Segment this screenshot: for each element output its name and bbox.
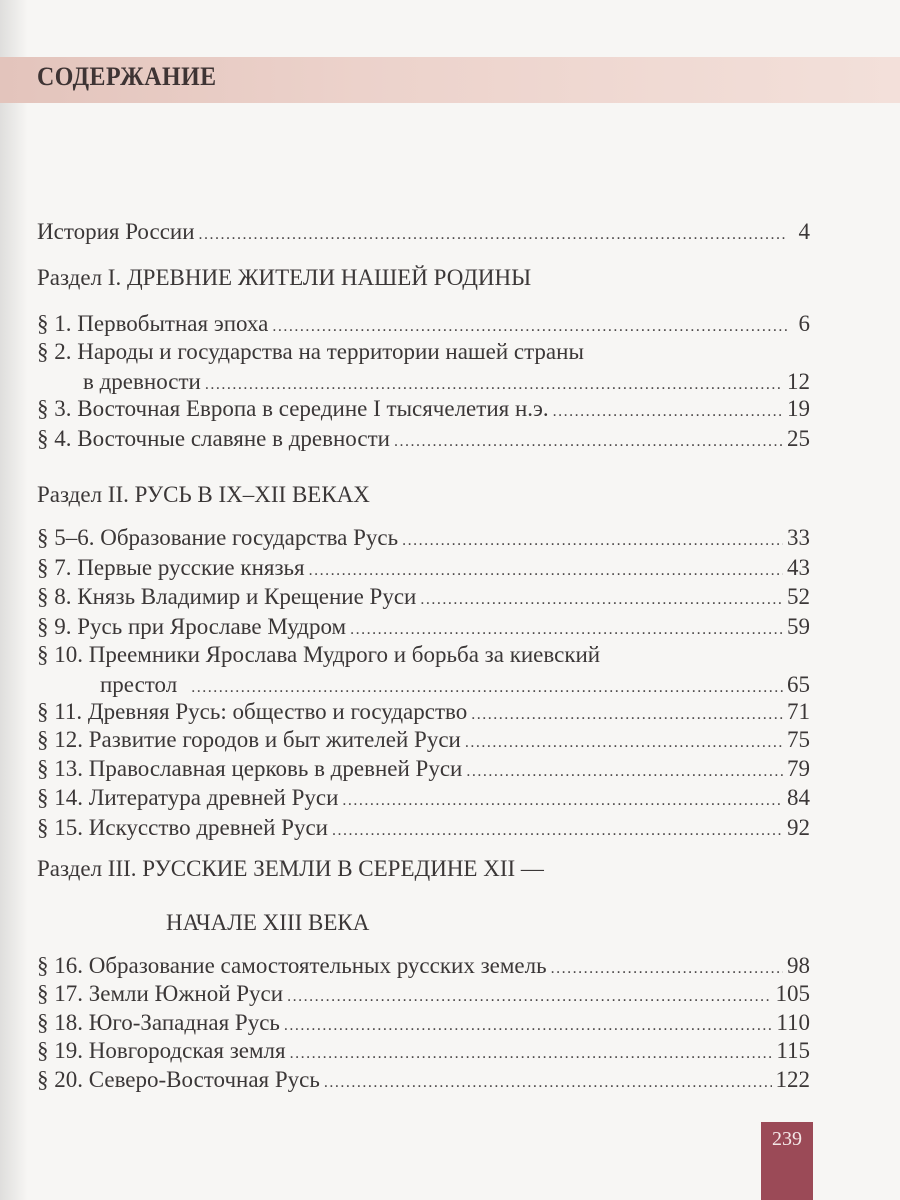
leader-dots xyxy=(342,792,783,810)
toc-entry-label: § 16. Образование самостоятельных русских земель xyxy=(37,953,547,978)
toc-entry-label[interactable]: § 2. Народы и государства на территории нашей страны xyxy=(37,339,584,364)
leader-dots xyxy=(309,562,783,580)
toc-entry-label: История России xyxy=(37,219,195,244)
toc-entry[interactable] xyxy=(37,727,810,755)
toc-entry-page: 25 xyxy=(787,426,810,451)
toc-entry[interactable] xyxy=(37,815,810,843)
toc-entry[interactable] xyxy=(37,1038,810,1066)
toc-entry-label: § 3. Восточная Европа в середине I тысячелетия н.э. xyxy=(37,396,549,421)
leader-dots xyxy=(551,960,783,978)
toc-entry-label: § 13. Православная церковь в древней Руси xyxy=(37,756,463,781)
toc-entry[interactable] xyxy=(37,584,810,612)
toc-entry-page: 105 xyxy=(775,981,810,1006)
toc-entry[interactable] xyxy=(37,426,810,454)
toc-entry[interactable] xyxy=(37,1067,810,1095)
toc-entry-continuation: в древности xyxy=(83,369,201,394)
toc-entry[interactable] xyxy=(37,614,810,642)
toc-entry[interactable] xyxy=(37,981,810,1009)
toc-entry-label: § 9. Русь при Ярославе Мудром xyxy=(37,614,347,639)
toc-entry-label: § 1. Первобытная эпоха xyxy=(37,311,269,336)
toc-entry-page: 75 xyxy=(787,727,810,752)
section-heading-2: Раздел II. РУСЬ В IX–XII ВЕКАХ xyxy=(37,482,370,507)
section-heading-3: Раздел III. РУССКИЕ ЗЕМЛИ В СЕРЕДИНЕ XII — xyxy=(37,856,544,881)
leader-dots xyxy=(284,1017,772,1035)
toc-entry[interactable] xyxy=(83,369,810,397)
leader-dots xyxy=(332,822,783,840)
toc-entry[interactable] xyxy=(100,672,810,700)
page-number-tab: 239 xyxy=(761,1122,813,1200)
toc-entry-page: 43 xyxy=(787,555,810,580)
leader-dots xyxy=(350,621,783,639)
toc-entry-page: 33 xyxy=(787,525,810,550)
toc-entry-page: 98 xyxy=(787,953,810,978)
toc-entry-intro[interactable] xyxy=(37,219,810,247)
toc-entry-label: § 14. Литература древней Руси xyxy=(37,785,339,810)
toc-entry-page: 4 xyxy=(798,219,810,244)
page-title: СОДЕРЖАНИЕ xyxy=(37,62,217,91)
toc-entry-page: 115 xyxy=(776,1038,810,1063)
toc-entry-label: § 12. Развитие городов и быт жителей Руси xyxy=(37,727,461,752)
toc-entry-page: 65 xyxy=(787,672,810,697)
leader-dots xyxy=(290,1045,773,1063)
leader-dots xyxy=(394,433,783,451)
toc-entry-label: § 11. Древняя Русь: общество и государство xyxy=(37,699,468,724)
toc-entry-page: 59 xyxy=(787,614,810,639)
leader-dots xyxy=(466,763,783,781)
toc-entry[interactable] xyxy=(37,953,810,981)
leader-dots xyxy=(205,376,783,394)
toc-entry-page: 110 xyxy=(776,1010,810,1035)
toc-entry-page: 19 xyxy=(787,396,810,421)
toc-entry-label: § 5–6. Образование государства Русь xyxy=(37,525,399,550)
toc-entry-label: § 4. Восточные славяне в древности xyxy=(37,426,390,451)
toc-entry-label: § 17. Земли Южной Руси xyxy=(37,981,284,1006)
toc-entry[interactable] xyxy=(37,525,810,553)
toc-entry-label: § 18. Юго-Западная Русь xyxy=(37,1010,280,1035)
leader-dots xyxy=(287,988,771,1006)
page-gutter-shadow xyxy=(0,0,28,1200)
leader-dots xyxy=(465,734,783,752)
toc-entry[interactable] xyxy=(37,785,810,813)
toc-entry-page: 92 xyxy=(787,815,810,840)
toc-entry-label[interactable]: § 10. Преемники Ярослава Мудрого и борьба за киевский xyxy=(37,642,601,667)
leader-dots xyxy=(420,591,783,609)
toc-entry[interactable] xyxy=(37,699,810,727)
toc-entry-label: § 8. Князь Владимир и Крещение Руси xyxy=(37,584,417,609)
toc-entry-label: § 7. Первые русские князья xyxy=(37,555,305,580)
toc-entry-page: 122 xyxy=(775,1067,810,1092)
toc-entry[interactable] xyxy=(37,396,810,424)
leader-dots xyxy=(324,1074,772,1092)
toc-entry-page: 6 xyxy=(798,311,810,336)
leader-dots xyxy=(199,226,788,244)
leader-dots xyxy=(402,532,783,550)
toc-entry[interactable] xyxy=(37,1010,810,1038)
toc-entry-page: 84 xyxy=(787,785,810,810)
leader-dots xyxy=(272,318,788,336)
section-heading-1: Раздел I. ДРЕВНИЕ ЖИТЕЛИ НАШЕЙ РОДИНЫ xyxy=(37,265,532,290)
toc-entry[interactable] xyxy=(37,756,810,784)
leader-dots xyxy=(471,706,783,724)
toc-entry-continuation: престол xyxy=(100,672,178,697)
leader-dots xyxy=(191,679,783,697)
toc-entry-label: § 19. Новгородская земля xyxy=(37,1038,286,1063)
toc-entry-page: 71 xyxy=(787,699,810,724)
leader-dots xyxy=(553,403,783,421)
toc-entry-page: 79 xyxy=(787,756,810,781)
toc-entry-label: § 15. Искусство древней Руси xyxy=(37,815,328,840)
toc-entry-page: 12 xyxy=(787,369,810,394)
toc-entry-label: § 20. Северо-Восточная Русь xyxy=(37,1067,320,1092)
toc-entry[interactable] xyxy=(37,311,810,339)
toc-entry[interactable] xyxy=(37,555,810,583)
section-heading-3-continuation: НАЧАЛЕ XIII ВЕКА xyxy=(166,910,370,935)
toc-entry-page: 52 xyxy=(787,584,810,609)
